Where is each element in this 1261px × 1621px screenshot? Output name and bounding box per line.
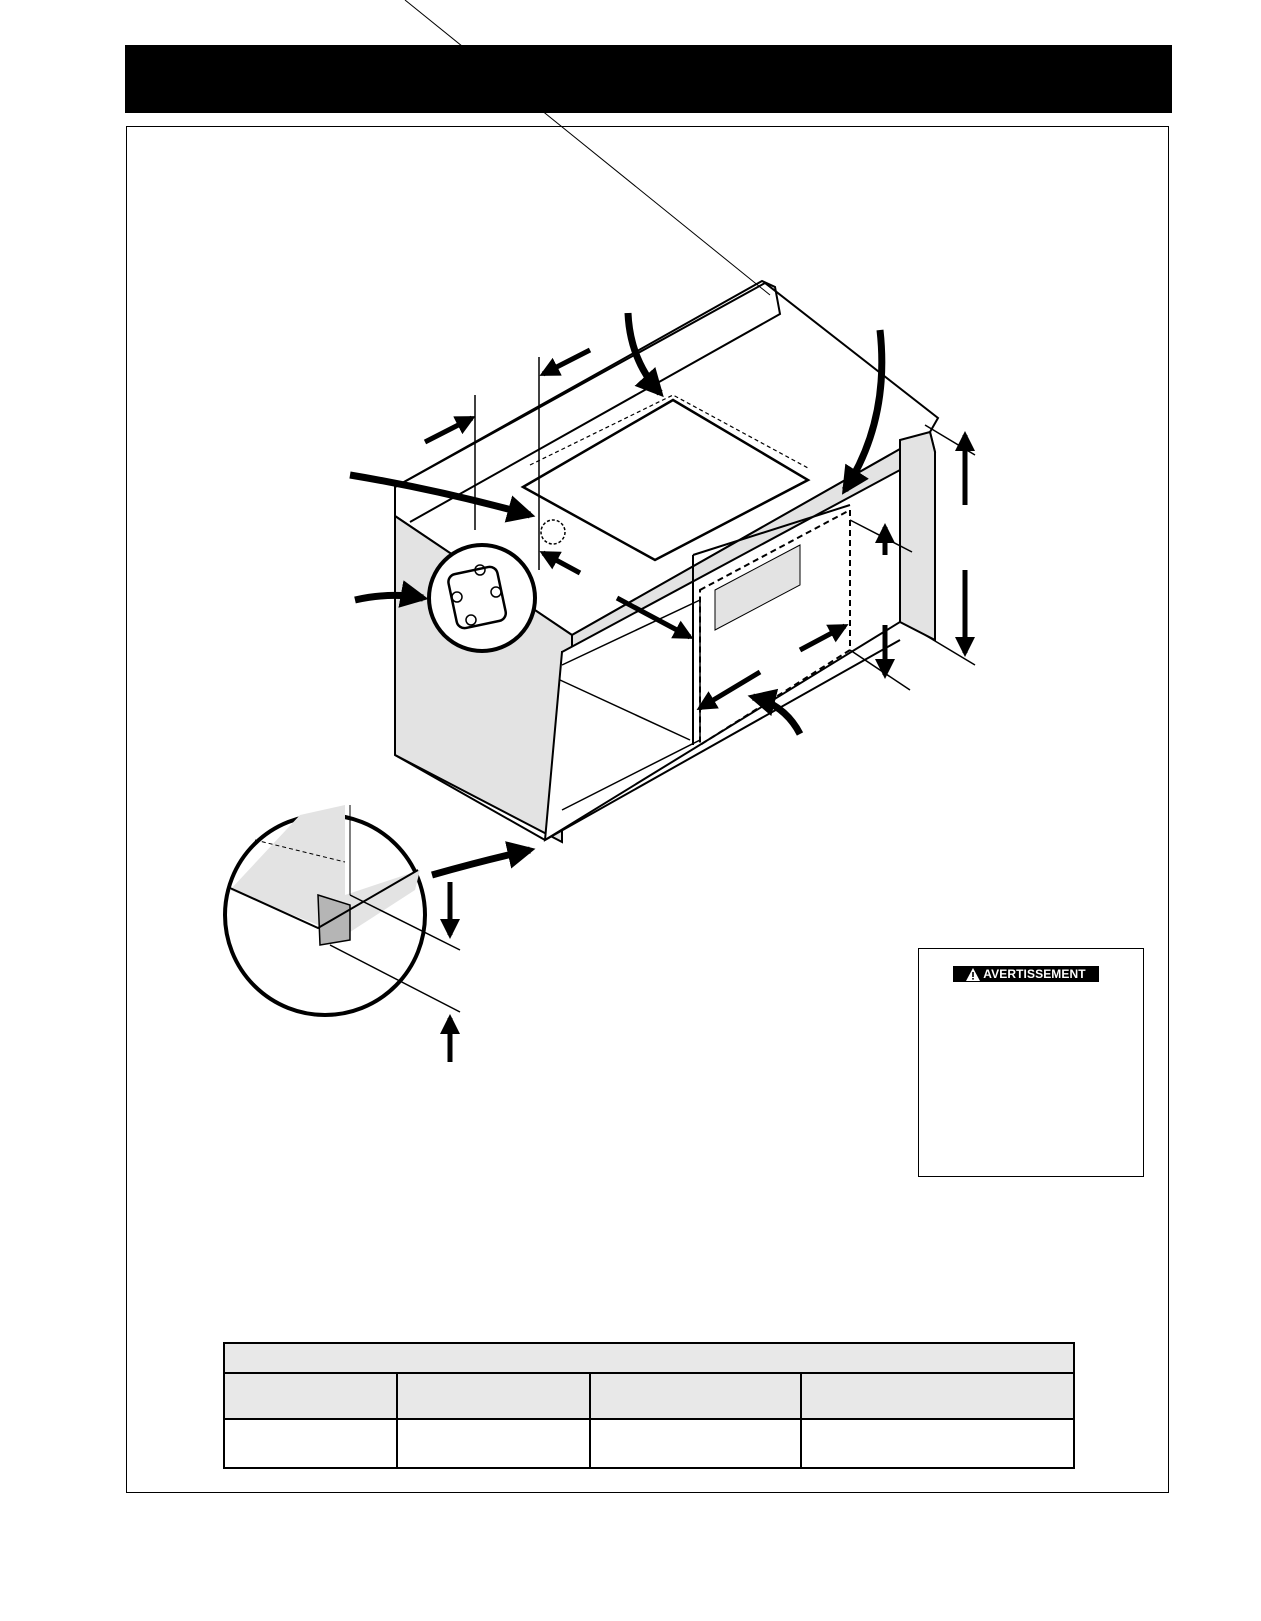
spec-table-title-row (225, 1344, 1073, 1374)
spec-table-header-cell (802, 1374, 1073, 1418)
warning-badge (953, 966, 1099, 982)
callout-arrow-oven (753, 697, 800, 734)
spec-table (223, 1342, 1075, 1469)
spec-table-header-cell (398, 1374, 591, 1418)
spec-table-header-cell (225, 1374, 398, 1418)
spec-table-cell (802, 1420, 1073, 1467)
anti-tip-bracket-icon (447, 565, 507, 629)
table-row (225, 1420, 1073, 1467)
warning-label: AVERTISSEMENT (983, 967, 1086, 981)
spec-table-cell (225, 1420, 398, 1467)
cabinet-right-panel (900, 432, 935, 640)
spec-table-header-cell (591, 1374, 802, 1418)
warning-box (918, 948, 1144, 1177)
spec-table-header-row (225, 1374, 1073, 1420)
spec-table-cell (398, 1420, 591, 1467)
callout-arrow-floor (432, 850, 530, 875)
spec-table-cell (591, 1420, 802, 1467)
warning-triangle-icon (966, 968, 980, 981)
callout-arrow-bracket (355, 595, 423, 600)
